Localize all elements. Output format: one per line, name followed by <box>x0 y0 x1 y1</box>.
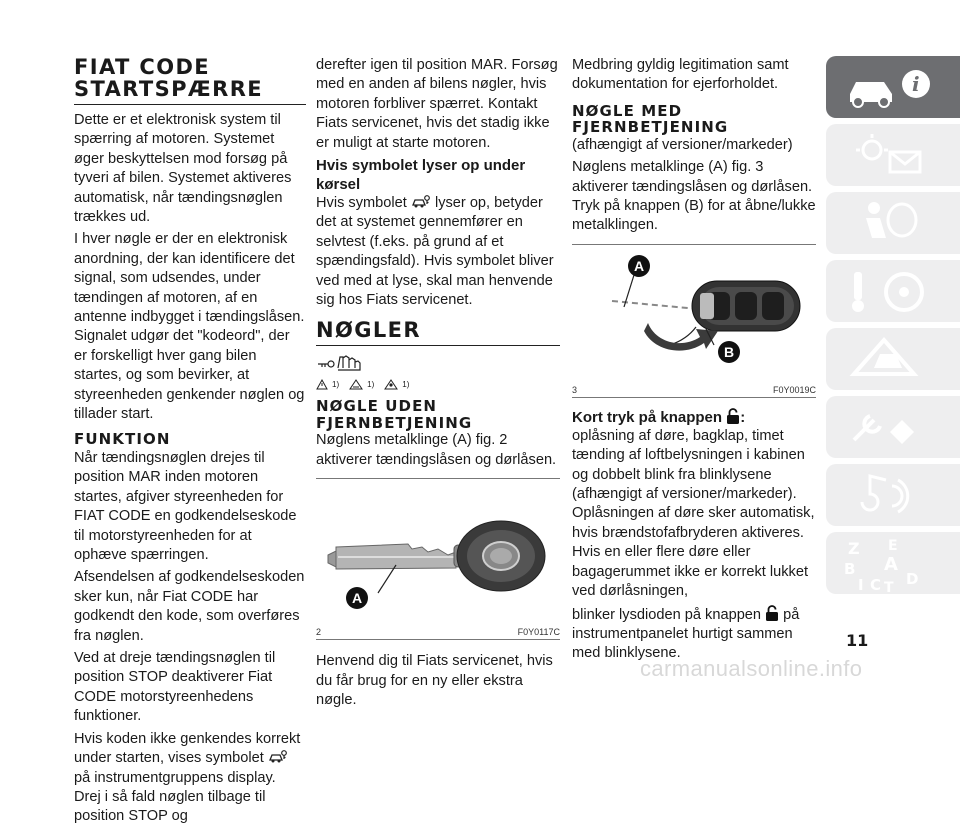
title-rule <box>74 104 306 105</box>
tab-safety[interactable] <box>826 192 960 254</box>
tab-breakdown[interactable] <box>826 328 960 390</box>
multimedia-icon <box>844 470 944 520</box>
immobilizer-car-key-icon <box>268 749 288 765</box>
paragraph: Afsendelsen af godkendelseskoden sker kun, når Fiat CODE har godkendt den kode, som overføres fra nøglen. <box>74 569 305 644</box>
watermark: carmanualsonline.info <box>640 656 863 681</box>
figure-label-a: A <box>628 255 650 277</box>
unlock-padlock-icon <box>726 408 740 425</box>
paragraph: (afhængigt af versioner/markeder) <box>572 136 793 153</box>
warning-child-icon <box>384 379 398 390</box>
chapter-tabs <box>826 56 960 616</box>
warning-refs: 1) 1) 1) <box>316 374 560 394</box>
index-letter: T <box>884 580 894 594</box>
warning-lights-icon <box>844 130 944 180</box>
immobilizer-car-key-icon <box>411 194 431 210</box>
figure-2 <box>316 479 560 627</box>
subheading: Kort tryk på knappen : <box>572 408 746 426</box>
paragraph: oplåsning af døre, bagklap, timet tænding af loftbelysningen i kabinen og dobbelt blink fra blinklysene (afhængigt af versioner/markeder). Oplåsningen af døre sker automatisk, hvis brændstofafbryderen aktiveres. Hvis en eller flere døre eller bagagerummet ikke er korrekt lukket ved dørlåsningen, <box>572 427 815 600</box>
warning-triangle-icon <box>316 379 328 390</box>
tab-starting-driving[interactable] <box>826 260 960 322</box>
tab-car-info[interactable] <box>826 56 960 118</box>
nogler-heading: NØGLER <box>316 318 421 343</box>
column-3 <box>572 0 816 667</box>
key-with-remote-heading: NØGLE MED FJERNBETJENING <box>572 101 729 137</box>
warning-hazard-icon <box>349 379 363 390</box>
funktion-heading: FUNKTION <box>74 429 171 448</box>
figure-bottom-rule <box>316 639 560 640</box>
page-number: 11 <box>846 631 869 650</box>
paragraph: Dette er et elektronisk system til spærring af motoren. Systemet øger beskyttelsen mod forsøg på tyveri af bilen. Systemet aktiveres automatisk, når tændingsnøglen trækkes ud. <box>74 112 292 226</box>
index-letter: I <box>858 576 864 594</box>
paragraph: Ved at dreje tændingsnøglen til position STOP deaktiverer Fiat CODE motorstyreenhedens funktioner. <box>74 650 276 725</box>
key-hand-icon <box>316 352 366 372</box>
index-letter: B <box>844 560 856 578</box>
paragraph: Når tændingsnøglen drejes til position MAR inden motoren startes, afgiver styreenheden for FIAT CODE en godkendelseskode til motorstyreenheden for at ophæve spærringen. <box>74 450 297 564</box>
column-1 <box>74 0 306 830</box>
remote-key-illustration <box>572 245 816 385</box>
subheading: Hvis symbolet lyser op under kørsel <box>316 157 526 194</box>
paragraph: Hvis koden ikke genkendes korrekt under starten, vises symbolet på instrumentgruppens display. Drej i så fald nøglen tilbage til position STOP og <box>74 730 301 825</box>
paragraph: blinker lysdioden på knappen på instrumentpanelet hurtigt sammen med blinklysene. <box>572 606 800 662</box>
key-without-remote-heading: NØGLE UDEN FJERNBETJENING <box>316 397 473 432</box>
key-symbols-row <box>316 352 560 374</box>
index-letter: A <box>884 554 898 575</box>
index-letter: C <box>870 576 882 594</box>
airbag-safety-icon <box>844 198 944 248</box>
starting-driving-icon <box>844 266 944 316</box>
tab-multimedia[interactable] <box>826 464 960 526</box>
svg-text:i: i <box>912 72 920 96</box>
tab-warning-lights[interactable] <box>826 124 960 186</box>
figure-caption: 3 F0Y0019C <box>572 384 816 395</box>
paragraph: I hver nøgle er der en elektronisk anordning, der kan identificere det signal, som udsendes, under tændingen af motoren, af en antenne indbygget i tændingslåsen. Signalet udgør det "kodeord", der er forskelligt hver gang bilen startes, og som bevirker, at styreenheden genkender nøglen og tillader start. <box>74 231 305 423</box>
figure-caption: 2 F0Y0117C <box>316 627 560 638</box>
paragraph: Henvend dig til Fiats servicenet, hvis du får brug for en ny eller ekstra nøgle. <box>316 653 553 709</box>
paragraph: Nøglens metalklinge (A) fig. 2 aktiverer tændingslåsen og dørlåsen. <box>316 432 557 468</box>
heading-rule <box>316 345 560 346</box>
paragraph: derefter igen til position MAR. Forsøg med en anden af bilens nøgler, hvis motoren forbliver spærret. Kontakt Fiats servicenet, hvis det stadig ikke er muligt at starte motoren. <box>316 57 558 151</box>
paragraph: Hvis symbolet lyser op, betyder det at systemet gennemfører en selvtest (f.eks. på grund af et spændingsfald). Hvis symbolet bliver ved med at lyse, skal man henvende sig hos Fiats servicenet. <box>316 195 554 309</box>
paragraph: Nøglens metalklinge (A) fig. 3 aktiverer tændingslåsen og dørlåsen. Tryk på knappen (B) for at åbne/lukke metalklingen. <box>572 159 816 234</box>
index-letter: Z <box>848 539 860 558</box>
figure-3 <box>572 245 816 385</box>
unlock-padlock-icon <box>765 605 779 622</box>
maintenance-icon <box>844 402 944 452</box>
index-letter: E <box>888 538 898 554</box>
figure-label-a: A <box>346 587 368 609</box>
tab-maintenance[interactable] <box>826 396 960 458</box>
breakdown-icon <box>844 334 944 384</box>
section-title: FIAT CODE STARTSPÆRRE <box>74 55 264 101</box>
column-2 <box>316 0 560 714</box>
figure-bottom-rule <box>572 397 816 398</box>
index-icon <box>844 538 944 594</box>
car-info-icon <box>844 62 944 112</box>
figure-label-b: B <box>718 341 740 363</box>
index-letter: D <box>906 570 919 588</box>
paragraph: Medbring gyldig legitimation samt dokumentation for ejerforholdet. <box>572 57 789 93</box>
tab-index[interactable] <box>826 532 960 594</box>
